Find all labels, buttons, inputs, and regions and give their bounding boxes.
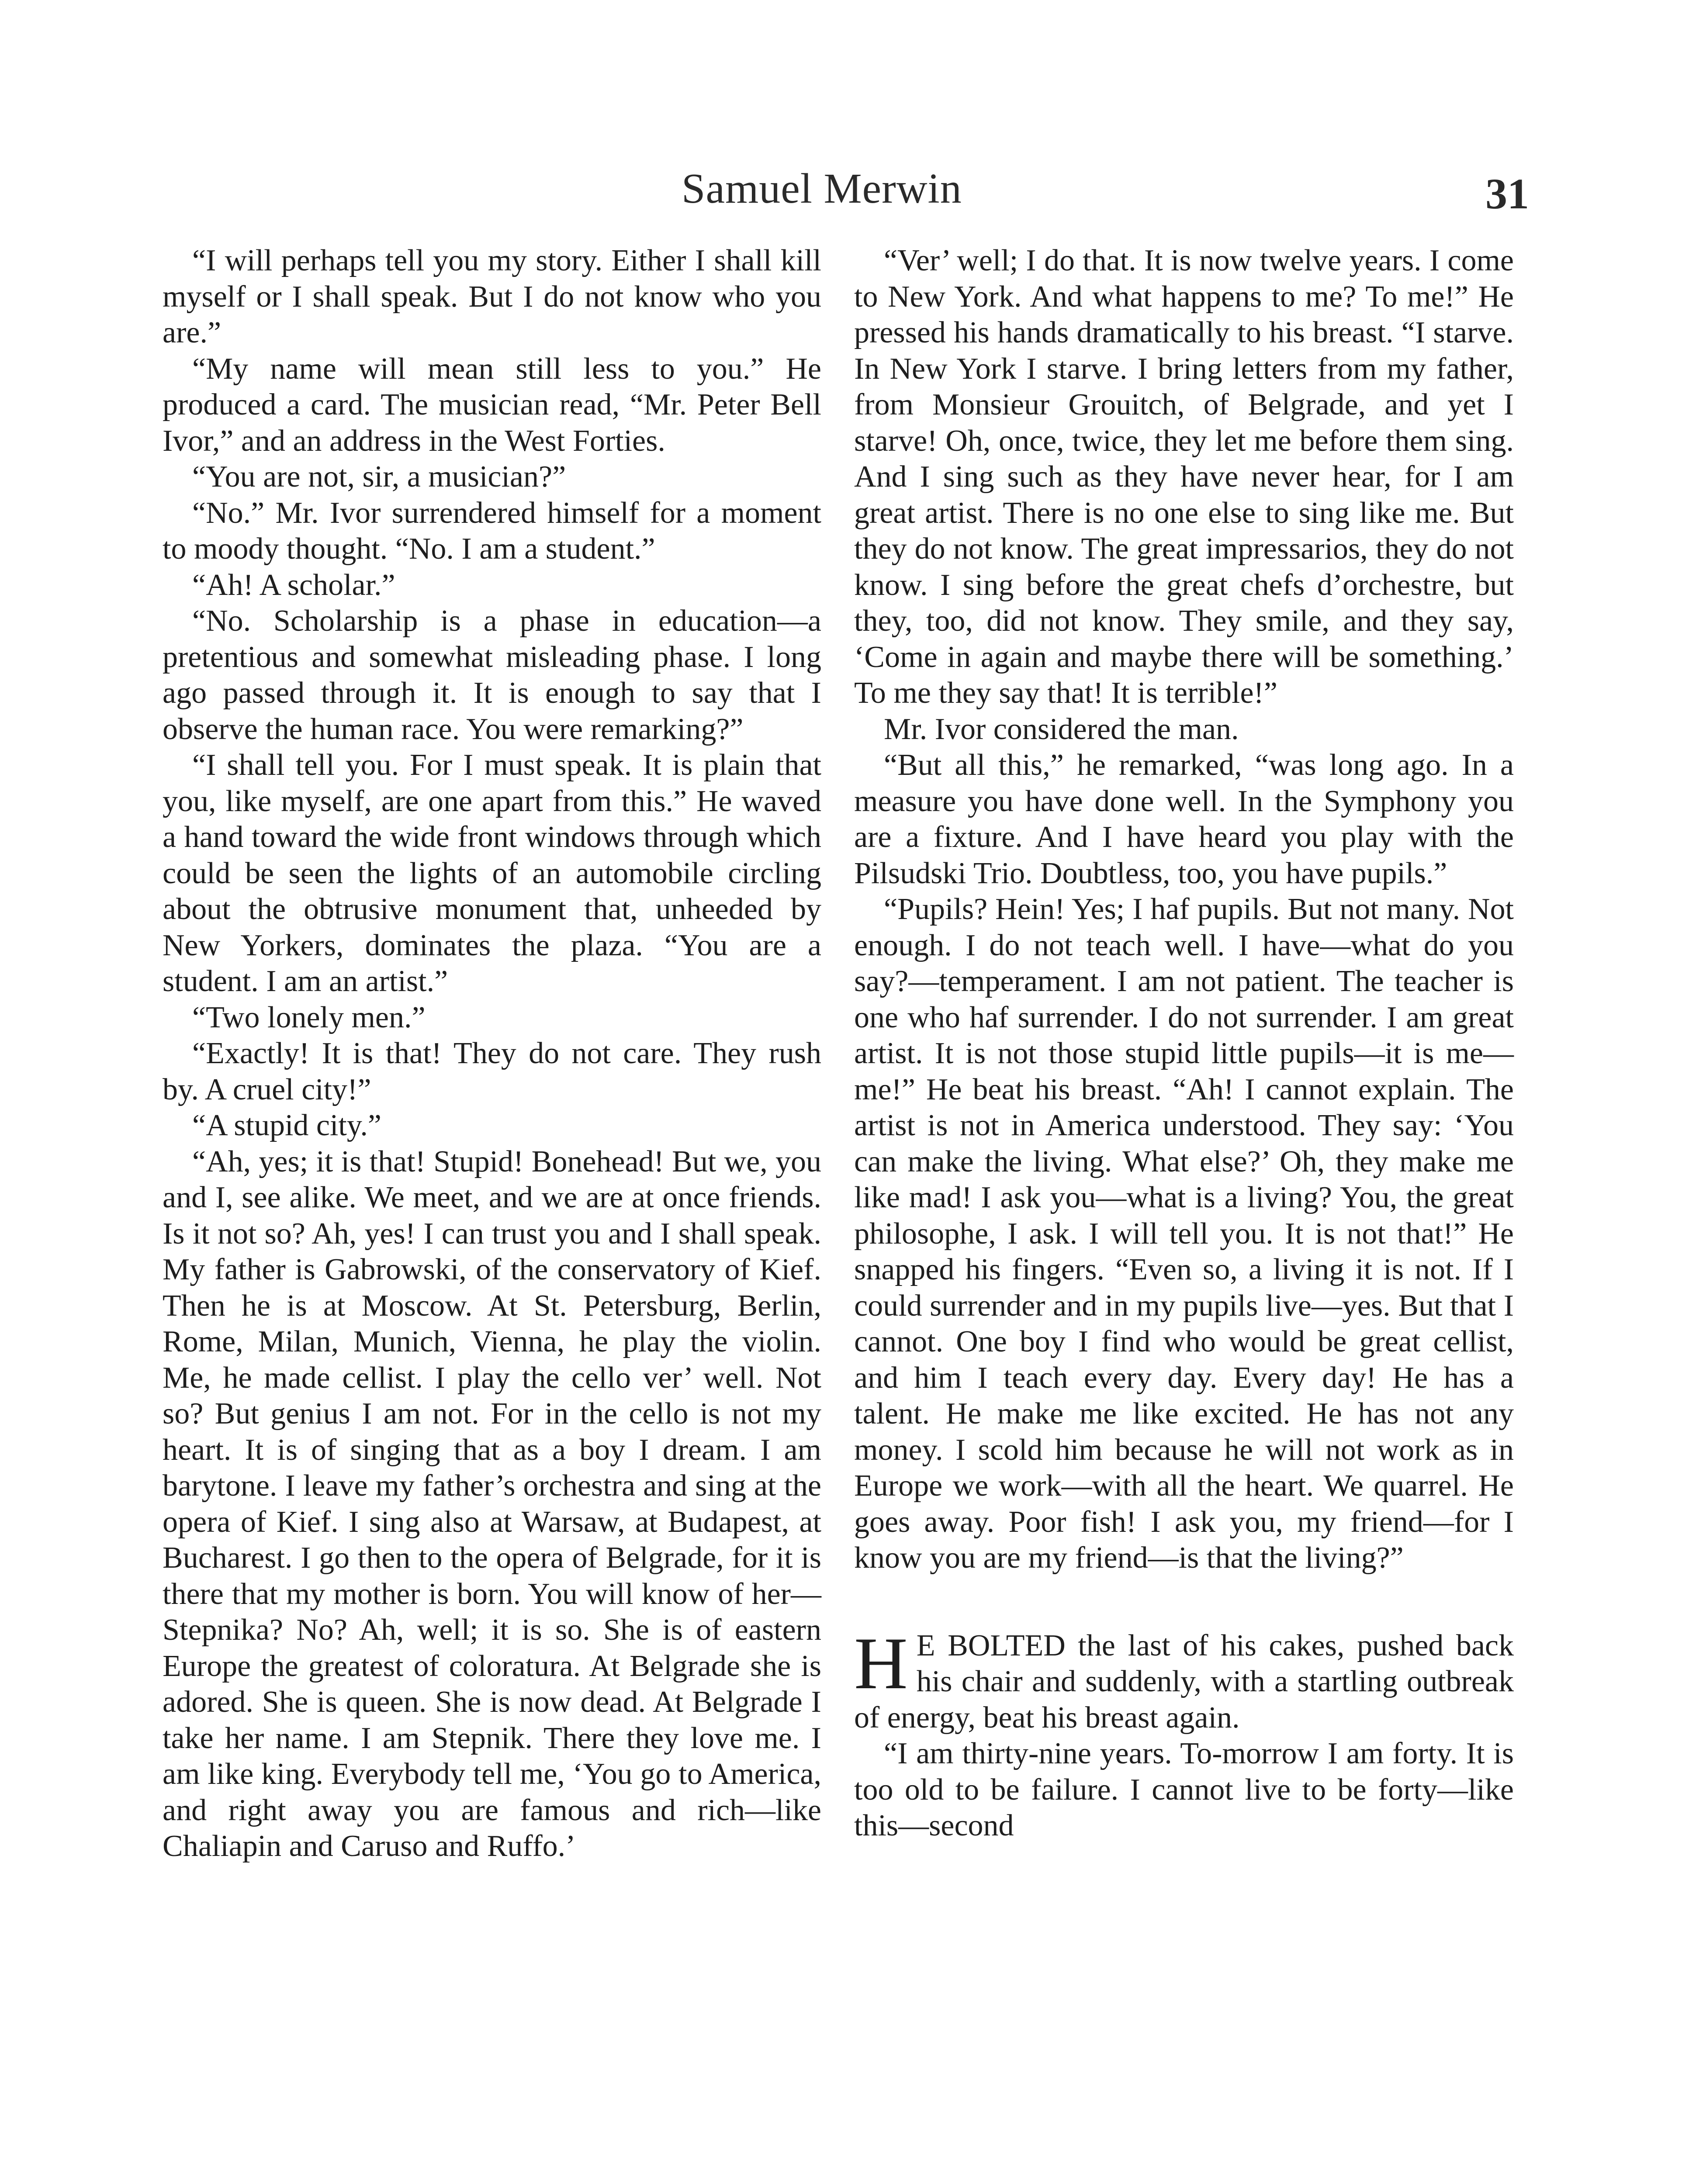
paragraph: “I will perhaps tell you my story. Either I shall kill myself or I shall speak. But I do not know who you are.” [163, 244, 821, 349]
paragraph: “Two lonely men.” [192, 1000, 426, 1034]
paragraph: “Pupils? Hein! Yes; I haf pupils. But not many. Not enough. I do not teach well. I have—what do you say?—temperament. I am not patient. The teacher is one who haf surrender. I do not surrender. I am great artist. It is not those stupid little pupils—it is me—me!” He beat his breast. “Ah! I cannot explain. The artist is not in America understood. They say: ‘You can make the living. What else?’ Oh, they make me like mad! I ask you—what is a living? You, the great philosophe, I ask. I will tell you. It is not that!” He snapped his fingers. “Even so, a living it is not. If I could surrender and in my pupils live—yes. But that I cannot. One boy I find who would be great cellist, and him I teach every day. Every day! He has a talent. He make me like excited. He has not any money. I scold him because he will not work as in Europe we work—with all the heart. We quarrel. He goes away. Poor fish! I ask you, my friend—for I know you are my friend—is that the living?” [854, 892, 1514, 1575]
paragraph: Mr. Ivor considered the man. [884, 712, 1239, 746]
paragraph: “I shall tell you. For I must speak. It is plain that you, like myself, are one apart from this.” He waved a hand toward the wide front windows through which could be seen the lights of an automobile circling about the obtrusive monument that, unheeded by New Yorkers, dominates the plaza. “You are a student. I am an artist.” [163, 748, 821, 998]
paragraph: “My name will mean still less to you.” He produced a card. The musician read, “Mr. Peter Bell Ivor,” and an address in the West Forties. [163, 352, 821, 458]
paragraph: “You are not, sir, a musician?” [192, 460, 566, 494]
section-opening-text: E BOLTED the last of his cakes, pushed back his chair and suddenly, with a startling outbreak of energy, beat his breast again. [854, 1628, 1514, 1735]
paragraph: “Ah, yes; it is that! Stupid! Bonehead! But we, you and I, see alike. We meet, and we are at once friends. Is it not so? Ah, yes! I can trust you and I shall speak. My father is Gabrowski, of the conservatory of Kief. Then he is at Moscow. At St. Petersburg, Berlin, Rome, Milan, Munich, Vienna, he play the violin. Me, he made cellist. I play the cello ver’ well. Not so? But genius I am not. For in the cello is not my heart. It is of singing that as a boy I dream. I am barytone. I leave my father’s orchestra and sing at the opera of Kief. I sing also at Warsaw, at Budapest, at Bucharest. I go then to the opera of Belgrade, for it is there that my mother is born. You will know of her—Stepnika? No? Ah, well; it is so. She is of eastern Europe the greatest of coloratura. At Belgrade she is adored. She is queen. She is now dead. At Belgrade I take her name. I am Stepnik. There they love me. I am like king. Everybody tell me, ‘You go to America, and right away you are famous and rich—like Chaliapin and Caruso and Ruffo.’ [163, 1144, 821, 1863]
section-opening-paragraph [854, 1622, 1514, 1736]
paragraph: “Ah! A scholar.” [192, 568, 395, 602]
paragraph: “But all this,” he remarked, “was long ago. In a measure you have done well. In the Symphony you are a fixture. And I have heard you play with the Pilsudski Trio. Doubtless, too, you have pupils.” [854, 748, 1514, 890]
left-column [163, 243, 821, 1865]
right-column [854, 243, 1514, 1844]
paragraph: “No.” Mr. Ivor surrendered himself for a moment to moody thought. “No. I am a student.” [163, 496, 821, 566]
paragraph: “No. Scholarship is a phase in education—a pretentious and somewhat misleading phase. I long ago passed through it. It is enough to say that I observe the human race. You were remarking?” [163, 604, 821, 746]
drop-cap: H [854, 1622, 908, 1704]
paragraph: “A stupid city.” [192, 1109, 381, 1142]
page-number: 31 [1485, 169, 1529, 218]
paragraph: “I am thirty-nine years. To-morrow I am forty. It is too old to be failure. I cannot live to be forty—like this—second [854, 1737, 1514, 1842]
paragraph: “Ver’ well; I do that. It is now twelve years. I come to New York. And what happens to me? To me!” He pressed his hands dramatically to his breast. “I starve. In New York I starve. I bring letters from my father, from Monsieur Grouitch, of Belgrade, and yet I starve! Oh, once, twice, they let me before them sing. And I sing such as they have never hear, for I am great artist. There is no one else to sing like me. But they do not know. The great impressarios, they do not know. I sing before the great chefs d’orchestre, but they, too, did not know. They smile, and they say, ‘Come in again and maybe there will be something.’ To me they say that! It is terrible!” [854, 244, 1514, 710]
running-title: Samuel Merwin [682, 165, 962, 212]
paragraph: “Exactly! It is that! They do not care. They rush by. A cruel city!” [163, 1037, 821, 1106]
